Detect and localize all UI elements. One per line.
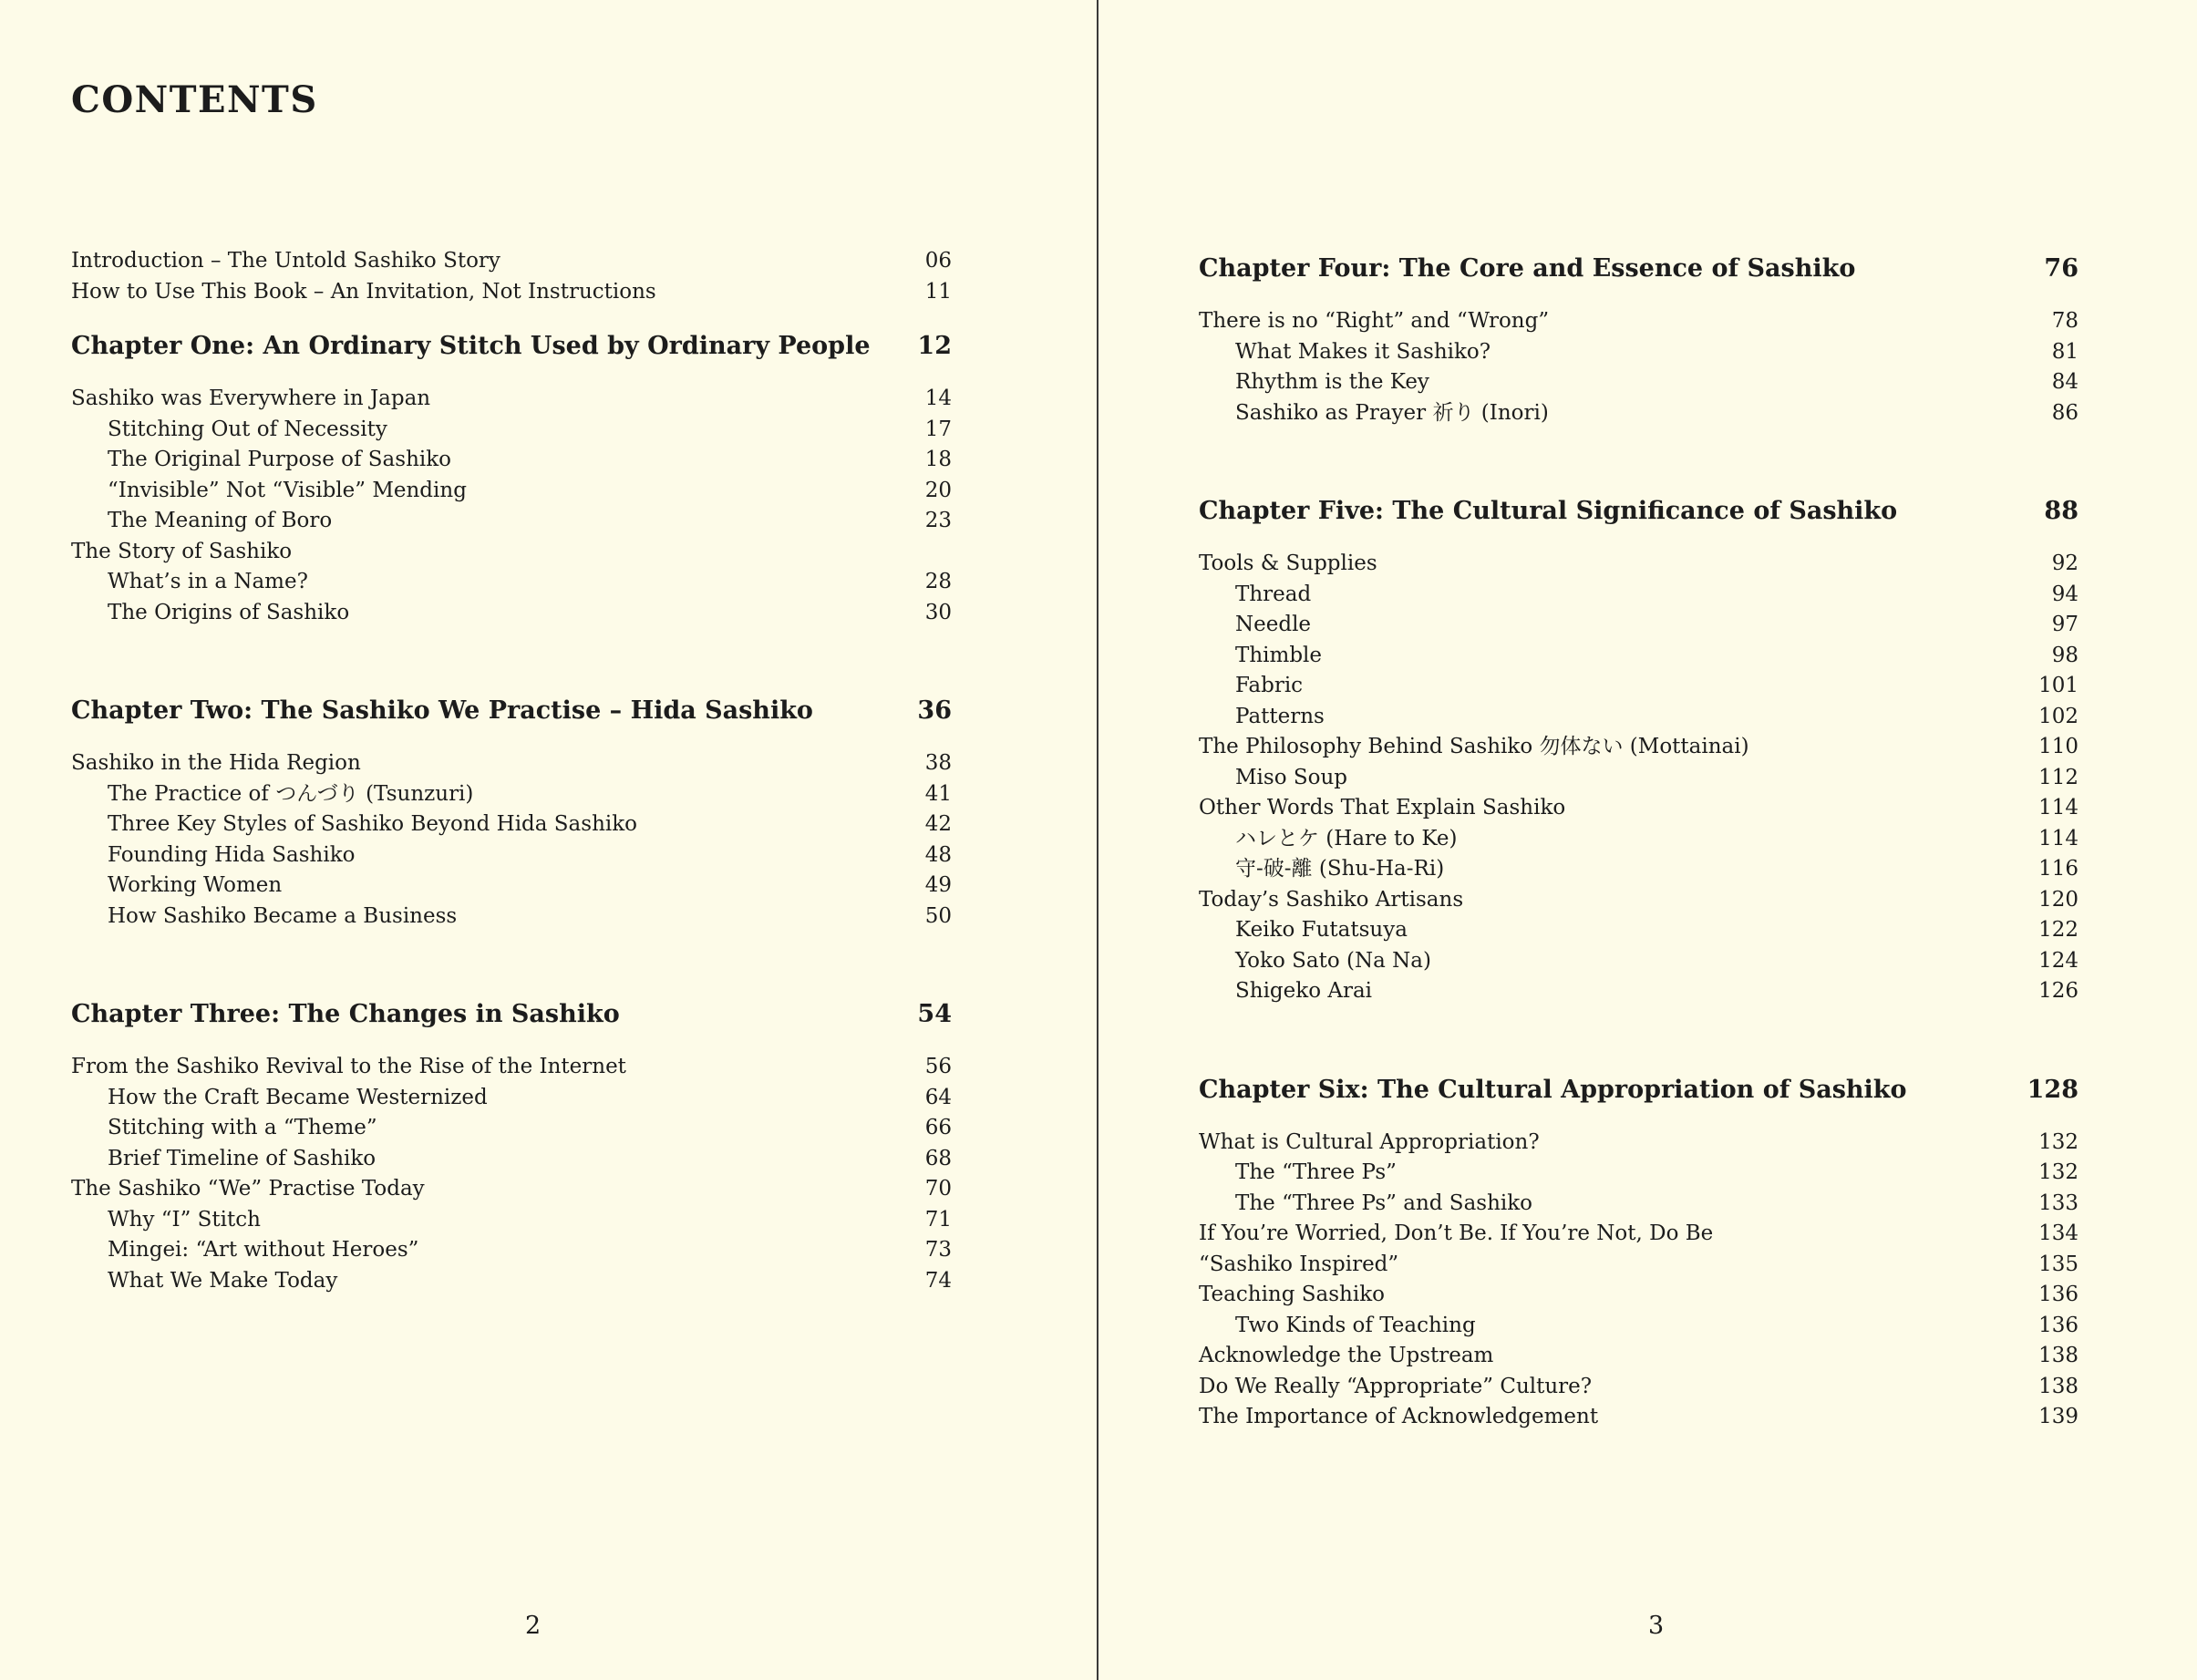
toc-entry <box>71 871 952 902</box>
toc-entry <box>71 445 952 476</box>
toc-entry-page: 49 <box>924 873 952 897</box>
toc-chapter <box>1199 246 2078 292</box>
toc-entry-title: Teaching Sashiko <box>1199 1283 1386 1306</box>
toc-entry <box>71 1174 952 1205</box>
page-number-left: 2 <box>525 1612 542 1640</box>
toc-entry <box>1199 1189 2078 1220</box>
toc-entry <box>1199 763 2078 794</box>
toc-entry-title: The Meaning of Boro <box>108 509 333 532</box>
toc-entry-page: 124 <box>2038 948 2078 973</box>
toc-entry-title: Tools & Supplies <box>1199 551 1377 575</box>
toc-entry-title: Sashiko as Prayer 祈り (Inori) <box>1235 400 1549 425</box>
toc-entry-title: Other Words That Explain Sashiko <box>1199 796 1566 819</box>
toc-entry-title: The Sashiko “We” Practise Today <box>71 1177 425 1201</box>
toc-entry-page: 132 <box>2038 1160 2078 1184</box>
toc-entry-title: Working Women <box>108 873 283 897</box>
toc-entry <box>71 748 952 779</box>
toc-entry-page: 136 <box>2038 1313 2078 1337</box>
toc-entry <box>1199 1372 2078 1403</box>
toc-entry <box>1199 549 2078 580</box>
toc-entry-title: What is Cultural Appropriation? <box>1199 1129 1540 1154</box>
toc-entry <box>71 567 952 598</box>
toc-entry-title: Thimble <box>1235 643 1323 667</box>
toc-entry <box>71 1144 952 1175</box>
toc-entry-page: 78 <box>2051 309 2078 333</box>
toc-entry-title: Chapter One: An Ordinary Stitch Used by Ordinary People <box>71 332 871 360</box>
toc-entry-title: Chapter Two: The Sashiko We Practise – Hida Sashiko <box>71 696 813 725</box>
toc-entry <box>71 1113 952 1144</box>
toc-entry-title: Miso Soup <box>1235 765 1348 789</box>
toc-entry <box>71 840 952 871</box>
toc-entry-page: 18 <box>924 448 952 471</box>
toc-entry-title: Yoko Sato (Na Na) <box>1235 948 1431 973</box>
toc-entry-page: 64 <box>924 1085 952 1109</box>
toc-entry <box>1199 946 2078 977</box>
toc-entry-title: Stitching with a “Theme” <box>108 1116 377 1139</box>
toc-entry-title: The Importance of Acknowledgement <box>1199 1405 1599 1428</box>
toc-entry <box>1199 732 2078 763</box>
toc-entry-title: Keiko Futatsuya <box>1235 918 1408 942</box>
toc-entry <box>71 1235 952 1266</box>
toc-entry-title: Chapter Three: The Changes in Sashiko <box>71 1000 620 1028</box>
toc-entry-title: If You’re Worried, Don’t Be. If You’re Not, Do Be <box>1199 1221 1714 1245</box>
right-page <box>1098 0 2197 1680</box>
toc-entry <box>1199 398 2078 429</box>
toc-entry <box>1199 976 2078 1007</box>
toc-entry-page: 48 <box>924 842 952 867</box>
toc-entry-title: Two Kinds of Teaching <box>1235 1313 1476 1337</box>
toc-entry-title: Chapter Four: The Core and Essence of Sashiko <box>1199 254 1856 283</box>
toc-entry-title: How Sashiko Became a Business <box>108 903 458 928</box>
toc-entry-page: 110 <box>2038 735 2078 758</box>
toc-entry <box>71 779 952 810</box>
toc-entry-page: 116 <box>2038 857 2078 881</box>
toc-entry <box>71 809 952 840</box>
toc-entry <box>1199 1219 2078 1250</box>
toc-entry-title: How the Craft Became Westernized <box>108 1085 488 1109</box>
toc-entry-page: 50 <box>924 903 952 928</box>
toc-left <box>71 246 952 1296</box>
toc-entry-page: 74 <box>924 1268 952 1293</box>
toc-entry-title: Chapter Five: The Cultural Significance of Sashiko <box>1199 497 1898 525</box>
toc-entry-page: 139 <box>2038 1405 2078 1428</box>
toc-entry-page: 86 <box>2051 400 2078 425</box>
toc-entry-title: What We Make Today <box>108 1268 338 1293</box>
toc-entry-page: 38 <box>924 751 952 775</box>
toc-entry <box>1199 854 2078 885</box>
toc-entry-title: Chapter Six: The Cultural Appropriation of Sashiko <box>1199 1075 1907 1104</box>
toc-entry <box>1199 702 2078 733</box>
toc-entry-page: 98 <box>2051 643 2078 667</box>
toc-entry-page: 66 <box>924 1116 952 1139</box>
toc-entry <box>71 277 952 308</box>
toc-entry-title: Fabric <box>1235 674 1304 697</box>
toc-entry <box>71 246 952 277</box>
toc-entry <box>71 476 952 507</box>
toc-chapter <box>71 688 952 734</box>
toc-entry-title: The Original Purpose of Sashiko <box>108 448 452 471</box>
toc-entry <box>1199 793 2078 824</box>
toc-entry-title: Mingei: “Art without Heroes” <box>108 1238 419 1262</box>
contents-heading: CONTENTS <box>71 78 318 121</box>
toc-entry-page: 135 <box>2038 1252 2078 1276</box>
toc-entry-title: From the Sashiko Revival to the Rise of the Internet <box>71 1055 626 1078</box>
toc-entry-title: How to Use This Book – An Invitation, Not Instructions <box>71 279 656 304</box>
toc-entry-page: 133 <box>2038 1190 2078 1215</box>
toc-entry-page: 122 <box>2038 918 2078 942</box>
toc-entry-title: Thread <box>1235 582 1312 606</box>
toc-entry-title: Brief Timeline of Sashiko <box>108 1146 376 1170</box>
toc-entry <box>1199 306 2078 337</box>
toc-entry-page: 11 <box>924 279 952 304</box>
toc-entry-page: 06 <box>924 249 952 273</box>
toc-entry-title: Why “I” Stitch <box>108 1207 261 1232</box>
toc-entry-page: 73 <box>924 1238 952 1262</box>
toc-entry-page: 136 <box>2038 1283 2078 1306</box>
toc-entry-title: Shigeko Arai <box>1235 979 1373 1003</box>
toc-entry-page: 68 <box>924 1146 952 1170</box>
toc-entry-page: 76 <box>2044 254 2078 283</box>
toc-entry-title: ハレとケ (Hare to Ke) <box>1235 826 1458 850</box>
toc-entry <box>71 384 952 415</box>
toc-entry <box>1199 610 2078 641</box>
toc-entry-title: Needle <box>1235 613 1312 636</box>
toc-entry-title: Do We Really “Appropriate” Culture? <box>1199 1374 1593 1398</box>
toc-entry-page: 54 <box>917 1000 952 1028</box>
toc-entry-title: The Origins of Sashiko <box>108 600 350 624</box>
toc-entry <box>71 1205 952 1236</box>
toc-entry-title: The Story of Sashiko <box>71 539 293 563</box>
toc-entry-title: 守-破-離 (Shu-Ha-Ri) <box>1235 857 1445 881</box>
toc-entry <box>1199 1341 2078 1372</box>
toc-entry-page: 101 <box>2038 674 2078 697</box>
page-number-right: 3 <box>1648 1612 1665 1640</box>
toc-entry-page: 81 <box>2051 339 2078 364</box>
toc-entry <box>1199 580 2078 611</box>
toc-entry-page: 12 <box>917 332 952 360</box>
toc-entry-title: The Practice of つんづり (Tsunzuri) <box>108 781 474 806</box>
toc-entry-page: 20 <box>924 478 952 502</box>
toc-entry <box>71 537 952 568</box>
toc-entry-title: There is no “Right” and “Wrong” <box>1199 309 1550 333</box>
toc-entry <box>1199 1158 2078 1189</box>
toc-entry <box>1199 671 2078 702</box>
toc-entry-page: 41 <box>924 781 952 806</box>
toc-entry-page: 134 <box>2038 1221 2078 1245</box>
toc-entry <box>1199 824 2078 855</box>
toc-entry-page: 112 <box>2038 765 2078 789</box>
toc-entry-title: The Philosophy Behind Sashiko 勿体ない (Mottainai) <box>1199 735 1749 758</box>
toc-entry-title: Founding Hida Sashiko <box>108 842 356 867</box>
toc-right <box>1199 246 2078 1433</box>
toc-entry-page: 138 <box>2038 1374 2078 1398</box>
toc-chapter <box>1199 489 2078 534</box>
toc-entry-title: Patterns <box>1235 704 1325 728</box>
toc-entry <box>71 506 952 537</box>
toc-entry <box>71 415 952 446</box>
toc-entry-page: 84 <box>2051 370 2078 394</box>
toc-entry-page: 126 <box>2038 979 2078 1003</box>
toc-entry-page: 94 <box>2051 582 2078 606</box>
toc-entry-page: 138 <box>2038 1344 2078 1367</box>
toc-entry-page: 120 <box>2038 887 2078 912</box>
toc-entry <box>1199 641 2078 672</box>
toc-entry-title: Rhythm is the Key <box>1235 370 1429 394</box>
toc-entry-title: What’s in a Name? <box>108 570 308 593</box>
toc-entry-page: 132 <box>2038 1129 2078 1154</box>
toc-entry-page: 14 <box>924 387 952 410</box>
toc-entry-page: 114 <box>2038 826 2078 850</box>
left-page <box>0 0 1097 1680</box>
toc-entry-page: 23 <box>924 509 952 532</box>
toc-entry-page: 30 <box>924 600 952 624</box>
toc-entry <box>71 902 952 933</box>
toc-entry <box>71 1052 952 1083</box>
toc-entry <box>71 598 952 629</box>
toc-entry-page: 56 <box>924 1055 952 1078</box>
toc-chapter <box>71 992 952 1037</box>
toc-entry <box>1199 1402 2078 1433</box>
toc-entry <box>1199 915 2078 946</box>
toc-entry-title: Today’s Sashiko Artisans <box>1199 887 1464 912</box>
toc-entry-title: Acknowledge the Upstream <box>1199 1344 1494 1367</box>
toc-entry <box>1199 1250 2078 1281</box>
toc-entry-page: 88 <box>2044 497 2078 525</box>
toc-entry-title: “Sashiko Inspired” <box>1199 1252 1399 1276</box>
toc-entry-page: 36 <box>917 696 952 725</box>
toc-entry <box>71 1266 952 1297</box>
toc-entry-page: 28 <box>924 570 952 593</box>
toc-entry <box>1199 1128 2078 1159</box>
toc-entry-page: 92 <box>2051 551 2078 575</box>
toc-entry-title: “Invisible” Not “Visible” Mending <box>108 478 467 502</box>
toc-entry-title: Three Key Styles of Sashiko Beyond Hida Sashiko <box>108 812 638 836</box>
toc-entry-title: The “Three Ps” <box>1235 1160 1397 1184</box>
toc-entry-page: 114 <box>2038 796 2078 819</box>
toc-entry <box>1199 1311 2078 1342</box>
toc-chapter <box>71 324 952 369</box>
toc-entry-title: What Makes it Sashiko? <box>1235 339 1491 364</box>
toc-entry <box>1199 367 2078 398</box>
toc-entry-page: 71 <box>924 1207 952 1232</box>
toc-entry-page: 128 <box>2027 1075 2078 1104</box>
toc-chapter <box>1199 1067 2078 1113</box>
toc-entry-title: Sashiko was Everywhere in Japan <box>71 387 431 410</box>
toc-entry-page: 97 <box>2051 613 2078 636</box>
toc-entry-title: Introduction – The Untold Sashiko Story <box>71 249 500 273</box>
toc-entry-title: Stitching Out of Necessity <box>108 417 387 441</box>
toc-entry-page: 42 <box>924 812 952 836</box>
toc-entry <box>1199 885 2078 916</box>
toc-entry <box>71 1083 952 1114</box>
toc-entry <box>1199 337 2078 368</box>
toc-entry <box>1199 1280 2078 1311</box>
toc-entry-title: The “Three Ps” and Sashiko <box>1235 1190 1533 1215</box>
toc-entry-page: 17 <box>924 417 952 441</box>
toc-entry-page: 70 <box>924 1177 952 1201</box>
toc-entry-title: Sashiko in the Hida Region <box>71 751 361 775</box>
toc-entry-page: 102 <box>2038 704 2078 728</box>
